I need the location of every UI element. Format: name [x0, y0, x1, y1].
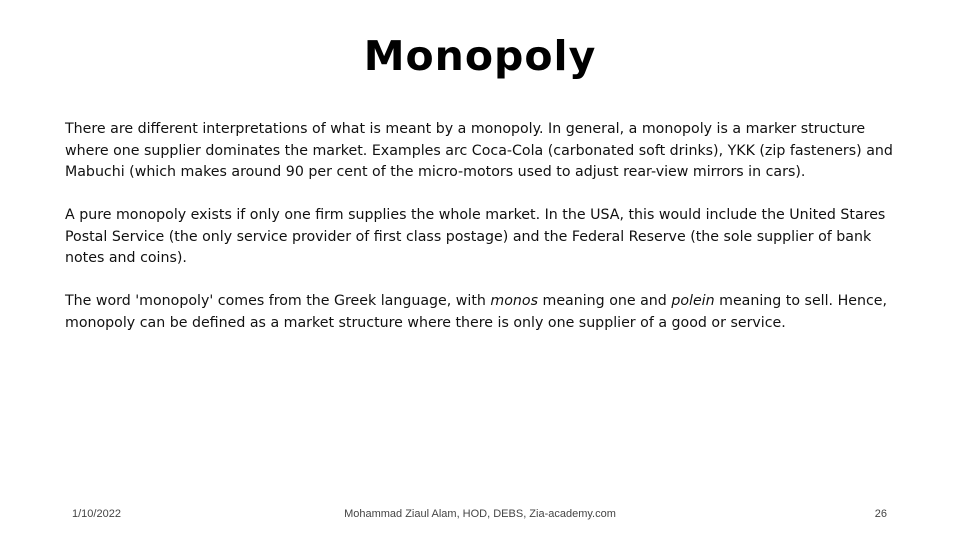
paragraph-etymology: [65, 291, 900, 334]
etymology-text-3: meaning to sell. Hence, monopoly can be defined as a market structure where there is only one supplier of a good or service.: [65, 293, 888, 331]
footer-author: Mohammad Ziaul Alam, HOD, DEBS, Zia-academy.com: [344, 508, 616, 520]
greek-word-polein: polein: [671, 293, 715, 309]
etymology-text-2: meaning one and: [538, 293, 672, 309]
slide-title: Monopoly: [363, 32, 597, 80]
etymology-text-1: The word 'monopoly' comes from the Greek language, with: [65, 293, 491, 309]
greek-word-monos: monos: [490, 293, 538, 309]
paragraph-pure-monopoly: A pure monopoly exists if only one firm supplies the whole market. In the USA, this would include the United Stares Postal Service (the only service provider of first class postage) and the Federal Reserve (the sole supplier of bank notes and coins).: [65, 207, 886, 266]
slide-body: [65, 119, 900, 356]
paragraph-definition: There are different interpretations of what is meant by a monopoly. In general, a monopoly is a marker structure where one supplier dominates the market. Examples arc Coca-Cola (carbonated soft drinks), YKK (zip fasteners) and Mabuchi (which makes around 90 per cent of the micro-motors used to adjust rear-view mirrors in cars).: [65, 121, 893, 180]
footer-page-number: 26: [874, 508, 887, 520]
footer-date: 1/10/2022: [72, 508, 121, 520]
